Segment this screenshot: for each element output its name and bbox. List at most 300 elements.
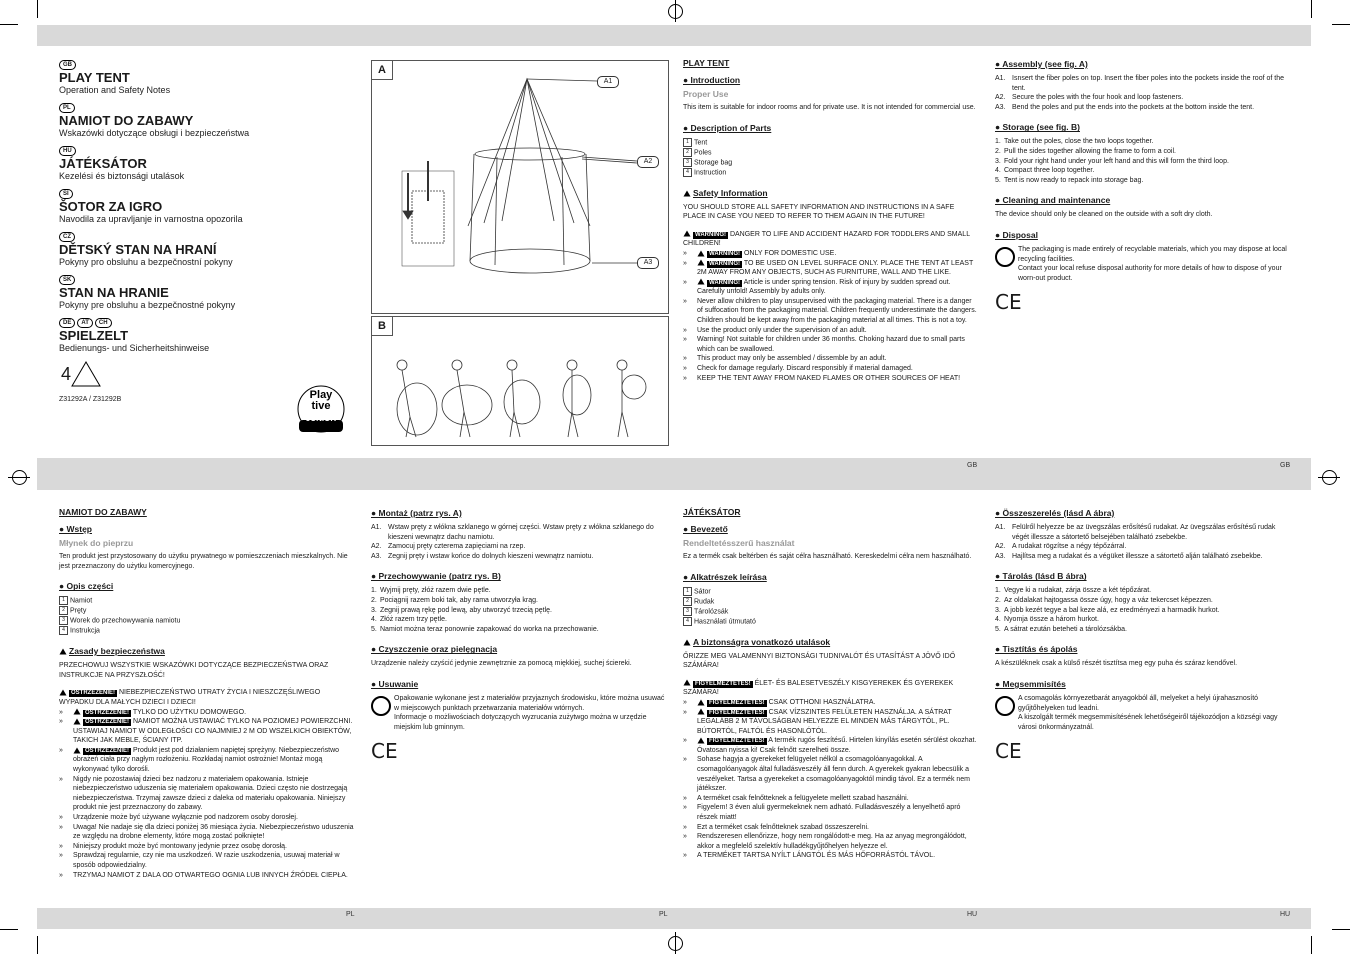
step-number: 2.: [995, 147, 1001, 155]
recycle-icon: [371, 696, 391, 716]
step-number: 1.: [995, 138, 1001, 146]
bullet-glyph: »: [683, 794, 687, 802]
crop-mark: [37, 936, 38, 954]
intro-label: Bevezető: [690, 523, 728, 534]
playtive-junior-logo: [296, 384, 346, 434]
step-text: Az oldalakat hajtogassa össze úgy, hogy a váz tekercset képezzen.: [1004, 596, 1213, 604]
assembly-step: [995, 74, 1291, 93]
step-text: Wstaw pręty z włókna szklanego w górnej części. Wstaw pręty z włókna szklanego do kieszeni wewnątrz dachu namiotu.: [388, 524, 654, 541]
step-text: Nyomja össze a három hurkot.: [1004, 616, 1099, 624]
disposal-block: [371, 694, 667, 732]
step-text: Pull the sides together allowing the frame to form a coil.: [1004, 147, 1176, 155]
cover-subtitle: Pokyny pre obsluhu a bezpečnostné pokyny: [59, 300, 236, 310]
safety-item-text: Sprawdzaj regularnie, czy nie ma uszkodzeń. W razie uszkodzenia, usuwaj materiał w sposób odpowiedzialny.: [73, 852, 340, 869]
safety-item-text: Figyelem! 3 éven aluli gyermekeknek nem adható. Fulladásveszély a lenyelhető apró részek miatt!: [697, 804, 961, 822]
parts-label: Description of Parts: [690, 122, 772, 133]
language-badge: HU: [59, 146, 76, 156]
safety-item-text: Produkt jest pod działaniem napiętej sprężyny. Niebezpieczeństwo obrażeń ciała przy nagłym rozłożeniu. Rozkładaj namiot ostrożnie! Montaż mogą wykonywać tylko dorośli.: [73, 746, 340, 774]
part-number: 3: [59, 616, 68, 625]
crop-mark: [0, 24, 18, 25]
step-text: Pociągnij razem boki tak, aby rama utworzyła krąg.: [380, 596, 538, 604]
bullet-glyph: »: [683, 249, 687, 257]
part-item: [683, 597, 977, 607]
warning-icon: [697, 699, 705, 706]
part-name: Tárolózsák: [694, 608, 729, 615]
step-number: 4.: [995, 167, 1001, 175]
proper-use-heading: Rendeltetésszerű használat: [683, 537, 795, 548]
storage-step: [995, 166, 1291, 176]
cleaning-heading: [371, 644, 667, 654]
page-label: GB: [1280, 462, 1291, 469]
safety-label: A biztonságra vonatkozó utalások: [693, 636, 831, 647]
safety-item: [683, 297, 977, 326]
safety-item: [683, 259, 977, 278]
cover-title: NAMIOT DO ZABAWY: [59, 113, 194, 128]
safety-item-text: KEEP THE TENT AWAY FROM NAKED FLAMES OR OTHER SOURCES OF HEAT!: [697, 374, 961, 382]
step-number: 5.: [995, 625, 1001, 633]
proper-use-heading: Młynek do pieprzu: [59, 537, 134, 548]
fold-bar: [37, 458, 1311, 490]
warning-badge: WARNING!: [709, 279, 740, 286]
part-number: 3: [683, 607, 692, 616]
cover-language-entry: [59, 275, 349, 311]
safety-item: [59, 717, 355, 746]
cover-subtitle: Wskazówki dotyczące obsługi i bezpieczeństwa: [59, 128, 250, 138]
crop-mark: [675, 0, 676, 22]
assembly-step: [995, 542, 1291, 552]
page-label: PL: [346, 911, 355, 918]
safety-item: [59, 842, 355, 852]
bullet-glyph: »: [59, 871, 63, 879]
warning-badge: FIGYELMEZTETÉS!: [709, 699, 765, 706]
disposal-text: The packaging is made entirely of recyclable materials, which you may dispose at local recycling facilities.: [1018, 245, 1287, 263]
crop-mark: [1332, 24, 1350, 25]
assembly-heading: [995, 59, 1291, 69]
figure-a: [371, 60, 669, 314]
storage-heading: [995, 571, 1291, 581]
safety-item-text: This product may only be assembled / dissemble by an adult.: [697, 355, 887, 363]
cover-language-entry: [59, 318, 349, 354]
warning-icon: [683, 230, 691, 237]
safety-label: Zasady bezpieczeństwa: [69, 646, 165, 657]
language-badge: SK: [59, 275, 75, 285]
bullet-glyph: ●: [995, 59, 1003, 69]
assembly-step: [995, 93, 1291, 103]
bullet-glyph: ●: [59, 581, 67, 592]
part-name: Használati útmutató: [694, 617, 756, 625]
step-text: Compact three loop together.: [1004, 167, 1095, 175]
step-number: A3.: [995, 103, 1006, 111]
gb-left-column: [683, 59, 977, 383]
bullet-glyph: ●: [995, 229, 1003, 240]
safety-item-text: TRZYMAJ NAMIOT Z DALA OD OTWARTEGO OGNIA LUB INNYCH ŹRÓDEŁ CIEPŁA.: [73, 871, 348, 879]
warning-icon: [697, 737, 705, 744]
safety-item-text: TO BE USED ON LEVEL SURFACE ONLY. PLACE THE TENT AT LEAST 2M AWAY FROM ANY OBJECTS, SUCH AS FURNITURE, WALL AND THE LIKE.: [697, 259, 974, 277]
storage-step: [371, 606, 667, 616]
storage-step: [371, 625, 667, 635]
callout-a1: A1: [597, 76, 619, 88]
assembly-step: [995, 103, 1291, 113]
section-title: PLAY TENT: [683, 58, 730, 68]
cover-title: SPIELZELT: [59, 328, 129, 343]
part-number: 4: [683, 617, 692, 626]
bullet-glyph: »: [683, 756, 687, 764]
safety-item: [59, 871, 355, 881]
warning-badge: FIGYELMEZTETÉS!: [709, 709, 765, 716]
bullet-glyph: »: [683, 737, 687, 745]
bullet-glyph: »: [683, 804, 687, 812]
safety-item: [59, 851, 355, 870]
storage-step: [371, 615, 667, 625]
bullet-glyph: »: [683, 336, 687, 344]
page-label: PL: [659, 911, 668, 918]
storage-step: [371, 596, 667, 606]
safety-item-text: CSAK VÍZSZINTES FELÜLETEN HASZNÁLJA. A SÁTRAT LEGALÁBB 2 M TÁVOLSÁGBAN HELYEZZE EL MINDEN MÁS TÁRGYTÓL, PL. BÚTORTÓL, FALTÓL ÉS HASONLÓTÓL.: [697, 708, 952, 735]
step-text: Namiot można teraz ponownie zapakować do worka na przechowanie.: [380, 625, 599, 633]
part-name: Sátor: [694, 588, 711, 596]
step-text: Felülről helyezze be az üvegszálas erősítésű rudakat. Az üvegszálas erősítésű rudak végét illessze a sátortető belsejében található zsebekbe.: [1012, 524, 1276, 541]
storage-step: [995, 176, 1291, 186]
proper-use-text: Ez a termék csak beltérben és saját célra használható. Kereskedelmi célra nem használható.: [683, 553, 972, 561]
language-badge: GB: [59, 60, 76, 70]
cover-subtitle: Pokyny pro obsluhu a bezpečnostní pokyny: [59, 257, 233, 267]
safety-heading: [683, 637, 977, 647]
safety-item-text: TYLKO DO UŻYTKU DOMOWEGO.: [132, 708, 247, 716]
safety-item: [683, 794, 977, 804]
bullet-glyph: »: [683, 823, 687, 831]
step-number: A1.: [371, 524, 382, 531]
language-badges: [59, 318, 349, 328]
step-number: 3.: [995, 157, 1001, 165]
safety-intro: ŐRIZZE MEG VALAMENNYI BIZTONSÁGI TUDNIVALÓT ÉS UTASÍTÁST A JÖVŐ IDŐ SZÁMÁRA!: [683, 652, 956, 670]
cover-subtitle: Kezelési és biztonsági utalások: [59, 171, 185, 181]
safety-item-text: Warning! Not suitable for children under 36 months. Choking hazard due to small parts which can be swallowed.: [697, 336, 965, 353]
storage-step: [995, 137, 1291, 147]
crop-mark: [1318, 477, 1340, 478]
storage-step: [995, 596, 1291, 606]
step-number: 3.: [995, 606, 1001, 614]
proper-use-heading: Proper Use: [683, 88, 729, 99]
assembly-heading: [995, 508, 1291, 518]
storage-step: [995, 606, 1291, 616]
safety-item-text: Sohase hagyja a gyerekeket felügyelet nélkül a csomagolóanyagokkal. A csomagolóanyagok által fulladásveszély áll fenn durch. A gyerekek gyakran lebecsülik a veszélyeket. Tartsa a gyerekeket a csomagolóanyagoktól mindig távol. Ez a termék nem játékszer.: [697, 756, 971, 793]
intro-label: Wstęp: [66, 523, 92, 534]
storage-heading-label: Tárolás (lásd B ábra): [1002, 571, 1087, 582]
callout-a3: A3: [637, 257, 659, 269]
bullet-glyph: »: [59, 746, 63, 754]
safety-intro: PRZECHOWUJ WSZYSTKIE WSKAZÓWKI DOTYCZĄCE BEZPIECZEŃSTWA ORAZ INSTRUKCJE NA PRZYSZŁOŚĆ!: [59, 662, 329, 679]
warning-text: ÉLET- ÉS BALESETVESZÉLY KISGYEREKEK ÉS GYEREKEK SZÁMÁRA!: [683, 679, 954, 697]
language-badges: [59, 146, 349, 156]
disposal-heading-label: Megsemmisítés: [1002, 678, 1066, 689]
part-item: [59, 626, 355, 636]
figure-a-label: A: [372, 61, 393, 80]
parts-heading: [683, 572, 977, 582]
part-name: Tent: [694, 139, 708, 147]
warning-main: [683, 230, 977, 249]
bullet-glyph: »: [683, 297, 687, 305]
safety-item-text: Check for damage regularly. Discard responsibly if material damaged.: [697, 365, 913, 373]
bullet-glyph: »: [683, 259, 687, 267]
figure-b: [371, 316, 669, 446]
logo-line: Play: [309, 389, 333, 401]
step-text: Zegnij pręty i wstaw końce do dolnych kieszeni wewnątrz namiotu.: [388, 552, 594, 560]
step-number: 2.: [371, 596, 377, 604]
cleaning-heading-label: Czyszczenie oraz pielęgnacja: [378, 644, 498, 655]
step-number: 1.: [995, 587, 1001, 595]
disposal-heading: [995, 230, 1291, 240]
cover-language-entry: [59, 232, 349, 268]
safety-item-text: A termék rugós feszítésű. Hirtelen kinyílás esetén sérülést okozhat. Óvatosan nyissa ki! Csak felnőtt szerelheti össze.: [697, 737, 977, 754]
warning-badge: OSTRZEŻENIE!: [85, 719, 130, 726]
step-text: Zegnij prawą rękę pod lewą, aby utworzyć trzecią pętlę.: [380, 606, 552, 614]
storage-step: [995, 147, 1291, 157]
step-number: 1.: [371, 587, 377, 595]
step-text: Złóż razem trzy pętle.: [380, 616, 447, 624]
language-badges: [59, 189, 349, 199]
language-badges: [59, 232, 349, 242]
warning-icon: [697, 278, 705, 285]
cover-language-entry: [59, 103, 349, 139]
part-number: 4: [59, 626, 68, 635]
part-number: 2: [59, 606, 68, 615]
parts-heading: [683, 123, 977, 133]
page-label: HU: [1280, 911, 1291, 918]
step-text: Vegye ki a rudakat, zárja össze a két tépőzárat.: [1004, 587, 1152, 595]
step-text: A sátrat ezután beteheti a tárolózsákba.: [1004, 625, 1127, 633]
step-number: 4.: [995, 616, 1001, 624]
safety-item-text: Never allow children to play unsupervised with the packaging material. There is a danger of suffocation from the packaging material. Children frequently underestimate the dangers. Children should be kept away from the packaging material at all times. This is not a toy.: [697, 297, 977, 325]
bullet-glyph: ●: [683, 523, 691, 534]
safety-intro: YOU SHOULD STORE ALL SAFETY INFORMATION AND INSTRUCTIONS IN A SAFE PLACE IN CASE YOU NEED TO REFER TO THEM AGAIN IN THE FUTURE!: [683, 203, 955, 221]
part-name: Instruction: [694, 168, 727, 176]
intro-heading: [59, 524, 355, 534]
warning-icon: [683, 679, 691, 686]
bullet-glyph: ●: [371, 571, 379, 582]
part-name: Poles: [694, 149, 712, 157]
warning-icon: [59, 648, 67, 655]
safety-item: [683, 698, 977, 708]
disposal-heading-label: Usuwanie: [378, 678, 419, 689]
model-number: Z31292A / Z31292B: [59, 396, 122, 403]
header-bar: [37, 25, 1311, 46]
bullet-glyph: ●: [371, 678, 379, 689]
safety-item-text: CSAK OTTHONI HASZNÁLATRA.: [768, 698, 876, 706]
age-number: 4: [61, 364, 72, 384]
disposal-text: Informacje o możliwościach dotyczących wyzrucania zużytwgo można w urzędzie miejskim lub gminnym.: [394, 714, 647, 731]
safety-item: [683, 755, 977, 793]
step-number: 4.: [371, 616, 377, 624]
proper-use-text: This item is suitable for indoor rooms and for private use. It is not intended for commercial use.: [683, 104, 976, 112]
step-text: Fold your right hand under your left hand and this will form the third loop.: [1004, 157, 1229, 165]
part-item: [683, 158, 977, 168]
language-badge: PL: [59, 103, 75, 113]
warning-icon: [697, 708, 705, 715]
step-text: Secure the poles with the four hook and loop fasteners.: [1012, 94, 1184, 102]
crop-mark: [1332, 929, 1350, 930]
warning-icon: [683, 639, 691, 646]
safety-item: [683, 249, 977, 259]
safety-item-text: A TERMÉKET TARTSA NYÍLT LÁNGTÓL ÉS MÁS HŐFORRÁSTÓL TÁVOL.: [697, 852, 936, 860]
gb-right-column: [995, 59, 1291, 313]
storage-step: [995, 586, 1291, 596]
part-name: Pręty: [70, 607, 87, 615]
warning-text: DANGER TO LIFE AND ACCIDENT HAZARD FOR TODDLERS AND SMALL CHILDREN!: [683, 230, 970, 248]
bullet-glyph: »: [59, 775, 63, 783]
safety-item: [59, 708, 355, 718]
storage-step: [995, 615, 1291, 625]
assembly-step: [371, 552, 667, 562]
safety-item-text: Article is under spring tension. Risk of injury by sudden spread out. Carefully unfold! Assembly by adults only.: [697, 278, 951, 296]
safety-item: [683, 335, 977, 354]
part-name: Rudak: [694, 598, 715, 606]
safety-item: [683, 374, 977, 384]
assembly-step: [995, 552, 1291, 562]
bullet-glyph: »: [683, 326, 687, 334]
storage-step: [995, 157, 1291, 167]
warning-icon: [73, 708, 81, 715]
folding-steps-illustration: [372, 317, 668, 445]
step-text: A jobb kezét tegye a bal keze alá, ez eredményezi a harmadik hurkot.: [1004, 606, 1220, 614]
cleaning-heading: [995, 644, 1291, 654]
disposal-heading-label: Disposal: [1002, 229, 1038, 240]
part-item: [683, 148, 977, 158]
step-text: Wyjmij pręty, złóż razem dwie pętle.: [380, 587, 491, 595]
safety-item: [683, 851, 977, 861]
step-text: A rudakat rögzítse a négy tépőzárral.: [1012, 543, 1127, 551]
ce-mark: CE: [371, 739, 398, 764]
warning-badge: WARNING!: [709, 260, 740, 267]
disposal-block: [995, 694, 1291, 732]
safety-item: [683, 354, 977, 364]
logo-line: tive: [311, 400, 331, 412]
part-number: 1: [683, 587, 692, 596]
language-badge: SI: [59, 189, 73, 199]
part-number: 4: [683, 168, 692, 177]
warning-text: NIEBEZPIECZEŃSTWO UTRATY ŻYCIA I NIESZCZĘŚLIWEGO WYPADKU DLA MAŁYCH DZIECI I DZIECI!: [59, 689, 321, 706]
bullet-glyph: ●: [59, 523, 67, 534]
part-name: Namiot: [70, 597, 93, 605]
section-title: NAMIOT DO ZABAWY: [59, 507, 147, 517]
assembly-step: [995, 523, 1291, 542]
bullet-glyph: »: [683, 698, 687, 706]
bullet-glyph: »: [59, 814, 63, 822]
warning-icon: [697, 250, 705, 257]
language-badge: AT: [77, 318, 93, 328]
language-badges: [59, 60, 349, 70]
step-number: 2.: [995, 596, 1001, 604]
step-text: Hajlítsa meg a rudakat és a végüket illessze a sátortető alján található zsebekbe.: [1012, 552, 1263, 560]
bullet-glyph: »: [683, 852, 687, 860]
disposal-text: Opakowanie wykonane jest z materiałów przyjaznych środowisku, które można usuwać w miejscowych punktach przetwarzania materiałów wtórnych.: [394, 694, 665, 712]
safety-item: [683, 803, 977, 822]
part-item: [683, 607, 977, 617]
cover-subtitle: Operation and Safety Notes: [59, 85, 171, 95]
step-number: 5.: [995, 176, 1001, 184]
part-number: 1: [683, 138, 692, 147]
step-text: Bend the poles and put the ends into the pockets at the bottom inside the tent.: [1012, 103, 1255, 111]
parts-heading: [59, 581, 355, 591]
cover-language-entry: [59, 146, 349, 182]
disposal-text: A kiszolgált termék megsemmisítésének lehetőségeiről tájékozódjon a községi vagy városi önkormányzatnál.: [1018, 714, 1278, 731]
bullet-glyph: »: [683, 374, 687, 382]
step-number: A1.: [995, 75, 1006, 82]
part-number: 2: [683, 148, 692, 157]
cleaning-text: A készüléknek csak a külső részét tisztítsa meg egy puha és száraz kendővel.: [995, 660, 1238, 668]
step-text: Isnsert the fiber poles on top. Insert the fiber poles into the pockets inside the roof of the tent.: [1012, 75, 1284, 92]
bullet-glyph: ●: [995, 508, 1003, 518]
safety-item-text: ONLY FOR DOMESTIC USE.: [743, 249, 837, 257]
crop-mark: [37, 0, 38, 18]
bullet-glyph: ●: [683, 571, 691, 582]
safety-item: [683, 326, 977, 336]
bullet-glyph: »: [59, 852, 63, 860]
cover-title: ŠOTOR ZA IGRO: [59, 199, 163, 214]
cover-title: STAN NA HRANIE: [59, 285, 169, 300]
hu-left-column: [683, 508, 977, 861]
safety-item: [59, 746, 355, 775]
safety-item-text: Uwaga! Nie nadaje się dla dzieci poniżej 36 miesiąca życia. Niebezpieczeństwo uduszenia ze względu na drobne elementy, które mogą zostać połknięte!: [73, 823, 354, 841]
step-number: A3.: [995, 552, 1006, 560]
step-number: A1.: [995, 524, 1006, 531]
warning-triangle-icon: [71, 361, 101, 387]
safety-item-text: NAMIOT MOŻNA USTAWIAĆ TYLKO NA POZIOMEJ POWIERZCHNI. USTAWIAJ NAMIOT W ODLEGŁOŚCI CO NAJMNIEJ 2 M OD WSZELKICH OBIEKTÓW, TAKICH JAK MEBLE, ŚCIANY ITP.: [73, 718, 353, 745]
page-label: HU: [967, 911, 978, 918]
safety-item: [683, 823, 977, 833]
bullet-glyph: ●: [371, 508, 379, 518]
assembly-heading-label: Assembly (see fig. A): [1002, 59, 1088, 69]
language-badge: CZ: [59, 232, 75, 242]
bullet-glyph: ●: [995, 122, 1003, 133]
crop-mark: [1311, 0, 1312, 18]
part-item: [59, 596, 355, 606]
disposal-heading: [371, 679, 667, 689]
page-label: GB: [967, 462, 978, 469]
crop-mark: [675, 932, 676, 954]
warning-main: [59, 688, 355, 707]
bullet-glyph: »: [683, 278, 687, 286]
step-text: Tent is now ready to repack into storage bag.: [1004, 176, 1144, 184]
safety-item-text: Urządzenie może być używane wyłącznie pod nadzorem osoby dorosłej.: [73, 814, 298, 822]
part-number: 2: [683, 597, 692, 606]
part-item: [683, 138, 977, 148]
figure-b-label: B: [372, 317, 393, 336]
bullet-glyph: »: [59, 842, 63, 850]
safety-item: [683, 832, 977, 851]
safety-item-text: Niniejszy produkt może być montowany jedynie przez osobę dorosłą.: [73, 842, 287, 850]
step-number: 3.: [371, 606, 377, 614]
parts-label: Alkatrészek leírása: [690, 571, 767, 582]
ce-mark: CE: [995, 290, 1022, 315]
cleaning-heading-label: Cleaning and maintenance: [1002, 195, 1111, 206]
pl-left-column: [59, 508, 355, 880]
step-number: A2.: [995, 543, 1006, 551]
warning-badge: FIGYELMEZTETÉS!: [709, 738, 765, 745]
safety-item-text: Ezt a terméket csak felnőtteknek szabad összeszerelni.: [697, 823, 869, 831]
bullet-glyph: »: [59, 708, 63, 716]
safety-heading: [683, 188, 977, 198]
proper-use-text: Ten produkt jest przystosowany do użytku prywatnego w pomieszczeniach mieszkalnych. Nie jest przeznaczony do użytku komercyjnego.: [59, 553, 348, 570]
bullet-glyph: ●: [371, 644, 379, 655]
disposal-text: Contact your local refuse disposal authority for more details of how to dispose of your worn-out product.: [1018, 265, 1282, 282]
cleaning-text: The device should only be cleaned on the outside with a soft dry cloth.: [995, 211, 1213, 219]
cover-subtitle: Navodila za upravljanje in varnostna opozorila: [59, 214, 243, 224]
hu-right-column: [995, 508, 1291, 762]
warning-icon: [73, 747, 81, 754]
part-number: 3: [683, 158, 692, 167]
cleaning-heading: [995, 195, 1291, 205]
assembly-heading: [371, 508, 667, 518]
